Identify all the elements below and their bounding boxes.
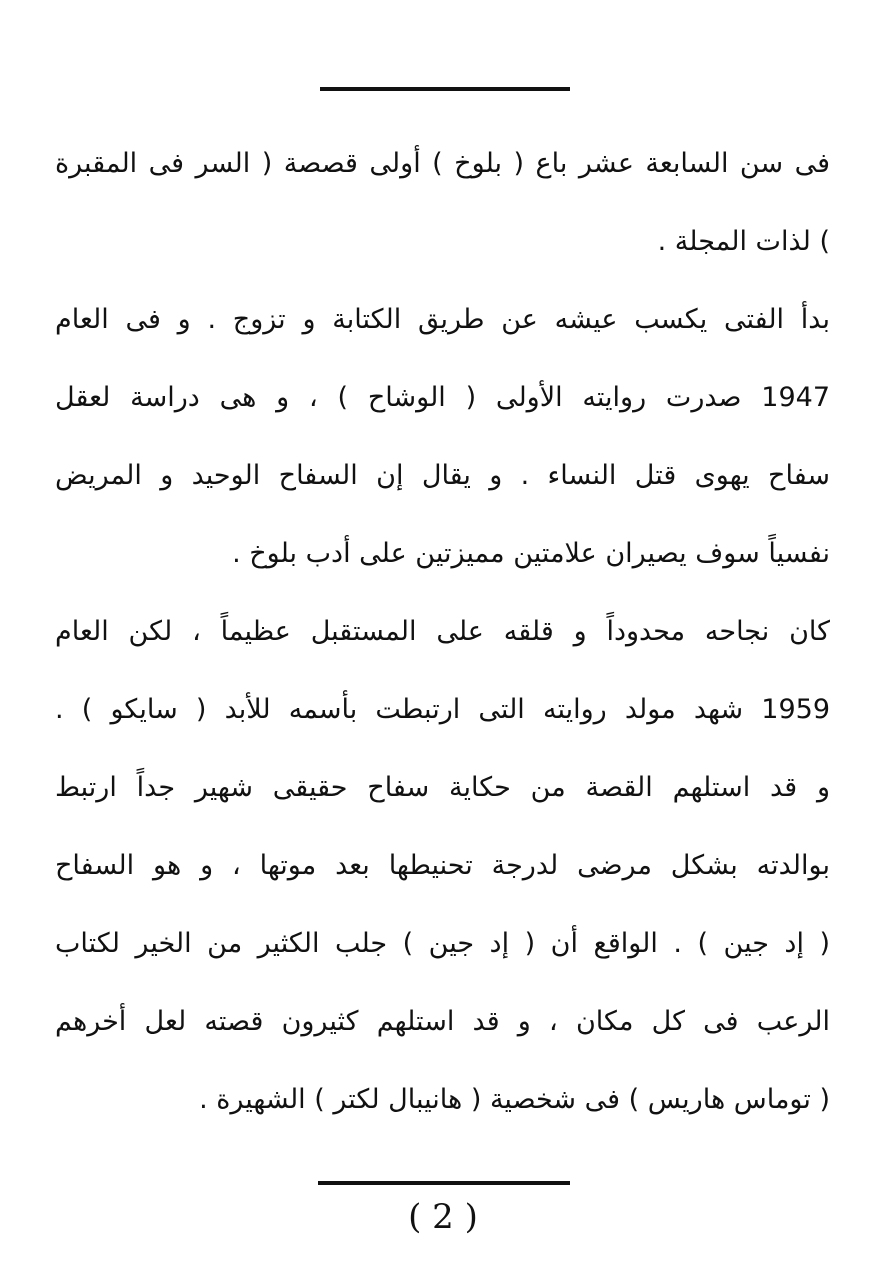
page-number: ( 2 ) xyxy=(408,1197,478,1237)
text-line-11: ( إد جين ) . الواقع أن ( إد جين ) جلب الكثير من الخير لكتاب xyxy=(55,928,830,959)
text-line-3: بدأ الفتى يكسب عيشه عن طريق الكتابة و تزوج . و فى العام xyxy=(55,304,830,335)
top-divider xyxy=(320,87,570,91)
text-line-1: فى سن السابعة عشر باع ( بلوخ ) أولى قصصة ( السر فى المقبرة xyxy=(55,148,830,179)
bottom-divider xyxy=(318,1181,570,1185)
text-line-5: سفاح يهوى قتل النساء . و يقال إن السفاح الوحيد و المريض xyxy=(55,460,830,491)
text-line-9: و قد استلهم القصة من حكاية سفاح حقيقى شهير جداً ارتبط xyxy=(55,772,830,803)
text-line-10: بوالدته بشكل مرضى لدرجة تحنيطها بعد موتها ، و هو السفاح xyxy=(55,850,830,881)
body-text xyxy=(55,125,830,1139)
text-line-4: 1947 صدرت روايته الأولى ( الوشاح ) ، و هى دراسة لعقل xyxy=(55,382,830,413)
text-line-7: كان نجاحه محدوداً و قلقه على المستقبل عظيماً ، لكن العام xyxy=(55,616,830,647)
text-line-8: 1959 شهد مولد روايته التى ارتبطت بأسمه للأبد ( سايكو ) . xyxy=(55,694,830,725)
text-line-12: الرعب فى كل مكان ، و قد استلهم كثيرون قصته لعل أخرهم xyxy=(55,1006,830,1037)
text-line-6: نفسياً سوف يصيران علامتين مميزتين على أدب بلوخ . xyxy=(232,538,830,569)
text-line-13: ( توماس هاريس ) فى شخصية ( هانيبال لكتر ) الشهيرة . xyxy=(199,1084,830,1115)
text-line-2: ) لذات المجلة . xyxy=(657,226,830,257)
